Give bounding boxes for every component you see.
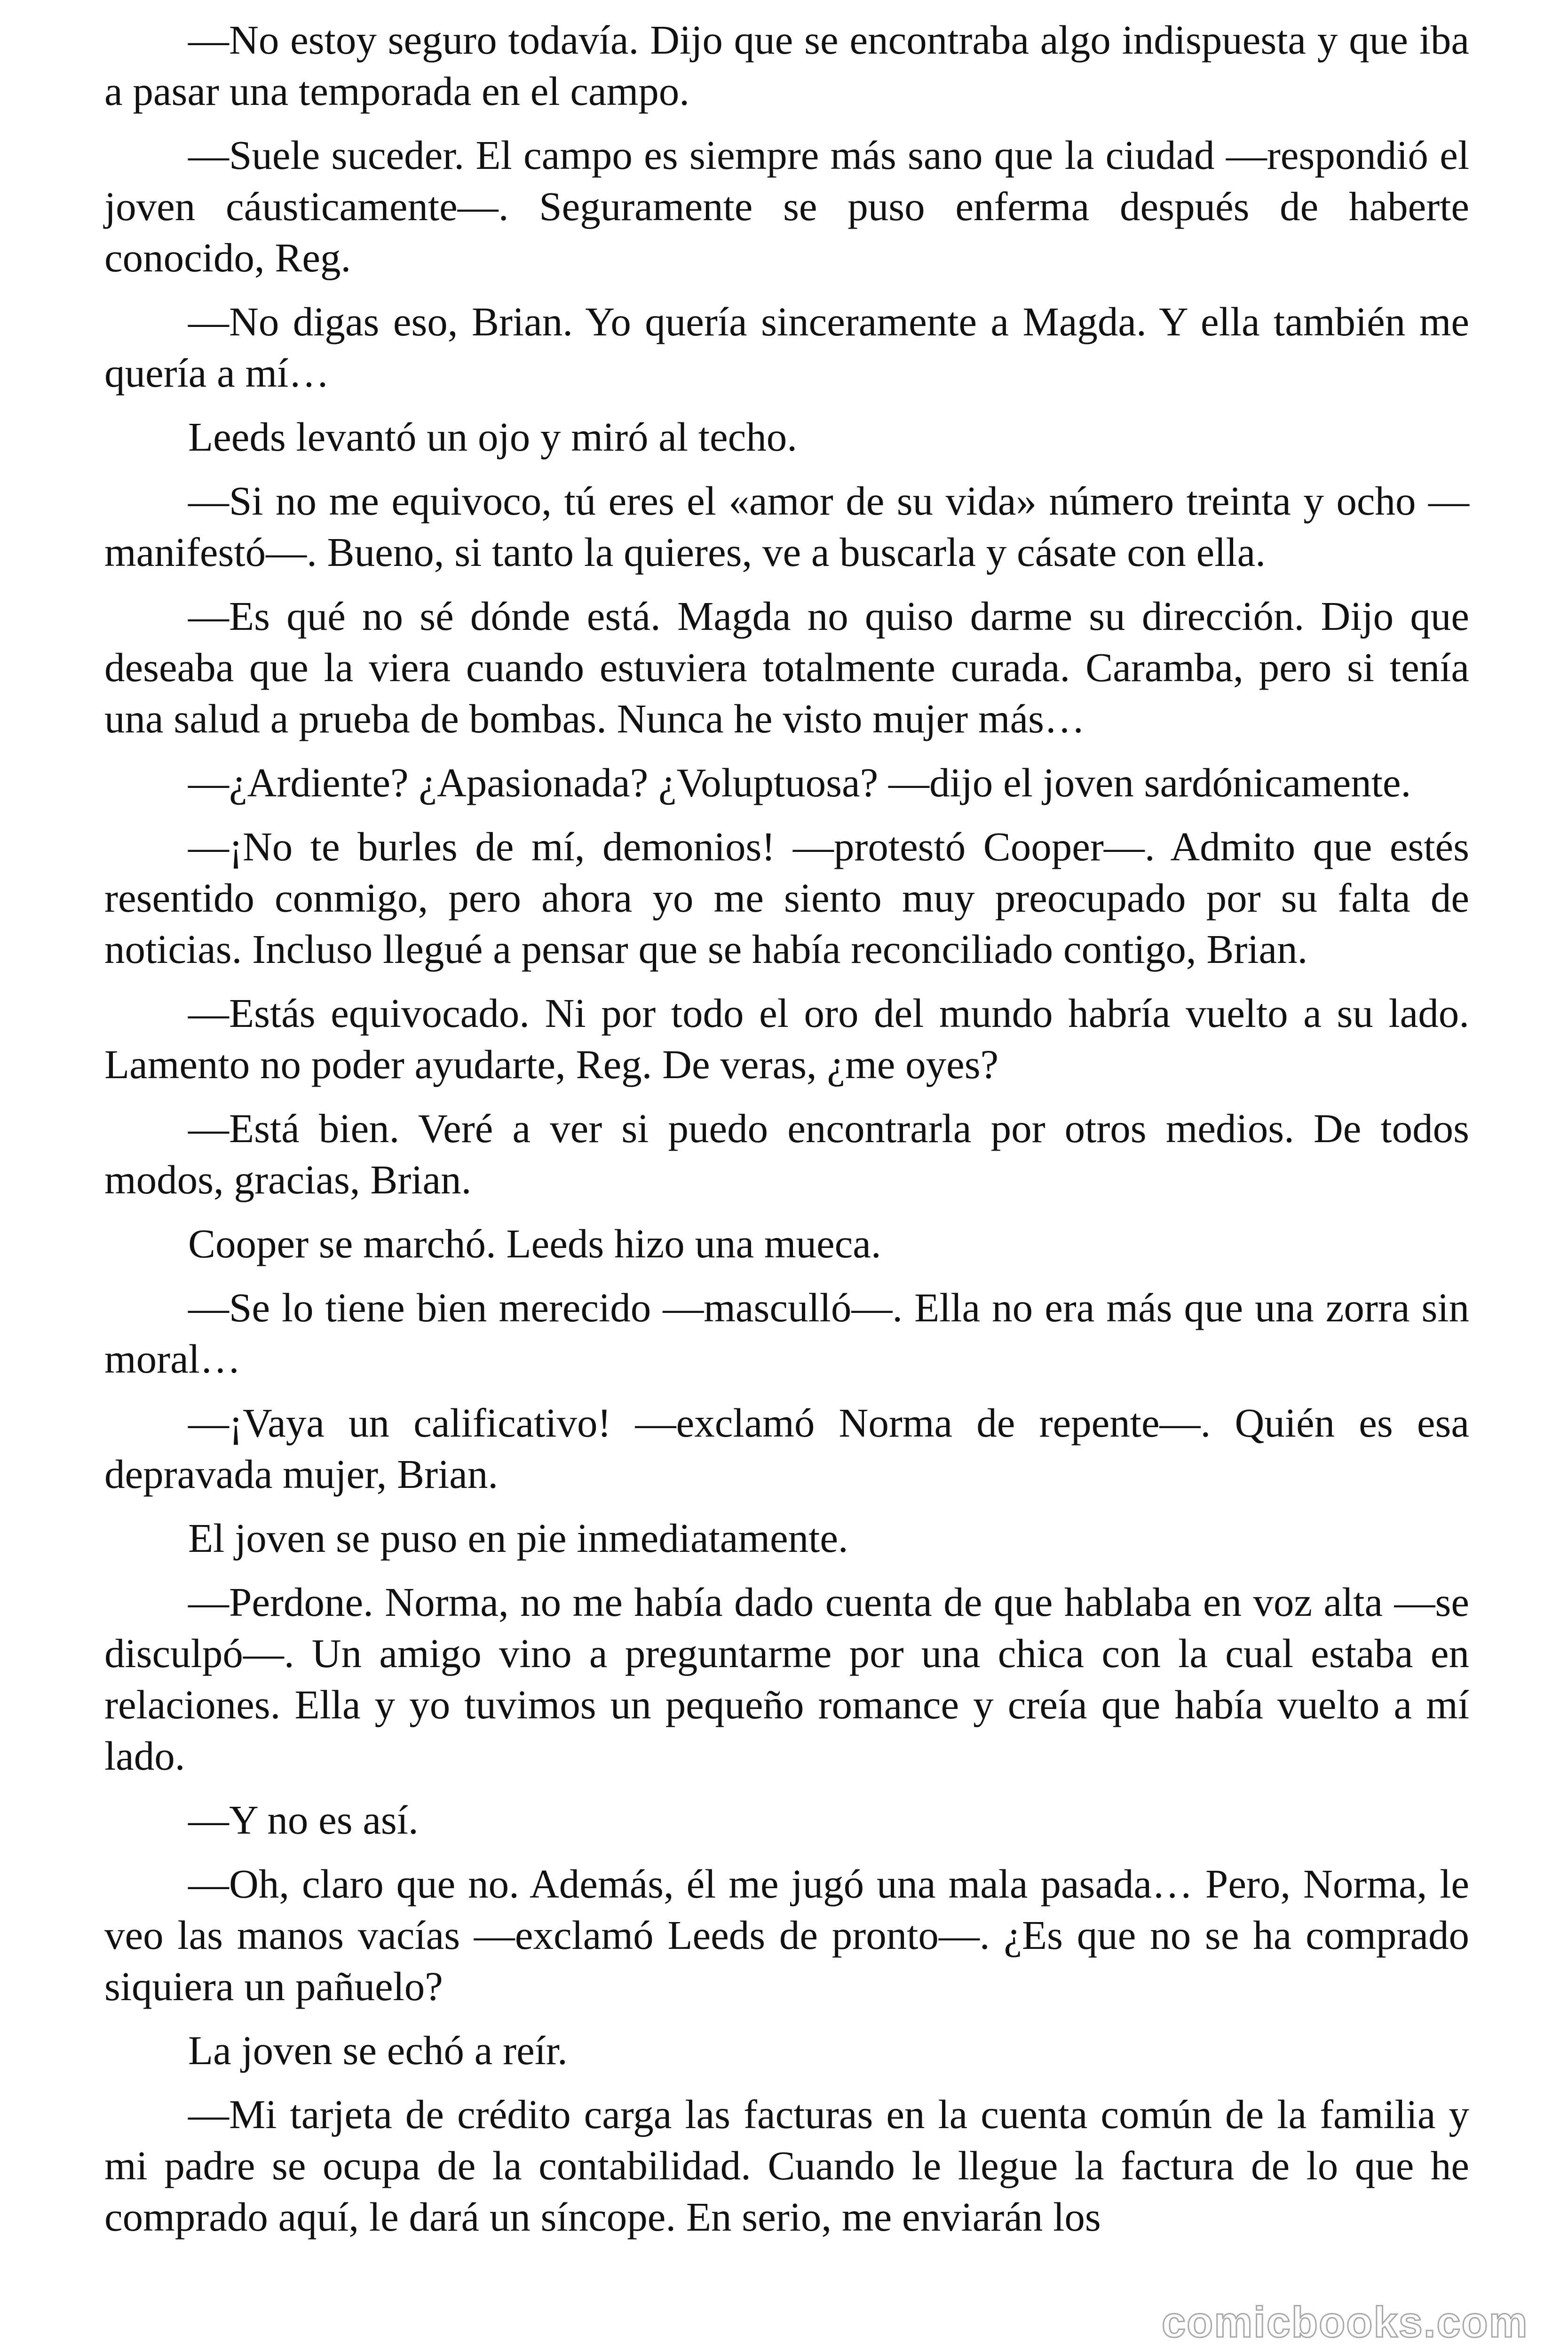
watermark-logo: comicbooks.com: [1162, 2298, 1528, 2346]
paragraph: —¡No te burles de mí, demonios! —protestó Cooper—. Admito que estés resentido conmigo, pero ahora yo me siento muy preocupado por su falta de noticias. Incluso llegué a pensar que se había reconciliado contigo, Brian.: [104, 824, 1469, 972]
paragraph: La joven se echó a reír.: [188, 2027, 568, 2073]
paragraph: —Estás equivocado. Ni por todo el oro del mundo habría vuelto a su lado. Lamento no poder ayudarte, Reg. De veras, ¿me oyes?: [104, 990, 1469, 1087]
paragraph: —Perdone. Norma, no me había dado cuenta de que hablaba en voz alta —se disculpó—. Un amigo vino a preguntarme por una chica con la cual estaba en relaciones. Ella y yo tuvimos un pequeño romance y creía que había vuelto a mí lado.: [104, 1579, 1469, 1779]
paragraph: —Oh, claro que no. Además, él me jugó una mala pasada… Pero, Norma, le veo las manos vacías —exclamó Leeds de pronto—. ¿Es que no se ha comprado siquiera un pañuelo?: [104, 1861, 1469, 2009]
paragraph: —Está bien. Veré a ver si puedo encontrarla por otros medios. De todos modos, gracias, Brian.: [104, 1105, 1469, 1202]
paragraph: —Suele suceder. El campo es siempre más sano que la ciudad —respondió el joven cáusticamente—. Seguramente se puso enferma después de haberte conocido, Reg.: [104, 132, 1469, 280]
paragraph: —Mi tarjeta de crédito carga las facturas en la cuenta común de la familia y mi padre se ocupa de la contabilidad. Cuando le llegue la factura de lo que he comprado aquí, le dará un síncope. En serio, me enviarán los: [104, 2091, 1469, 2240]
paragraph: —Si no me equivoco, tú eres el «amor de su vida» número treinta y ocho —manifestó—. Bueno, si tanto la quieres, ve a buscarla y cásate con ella.: [104, 478, 1469, 575]
paragraph: Cooper se marchó. Leeds hizo una mueca.: [188, 1221, 881, 1266]
paragraph: —Y no es así.: [188, 1797, 419, 1843]
paragraph: —¿Ardiente? ¿Apasionada? ¿Voluptuosa? —dijo el joven sardónicamente.: [188, 760, 1411, 805]
paragraph: —No estoy seguro todavía. Dijo que se encontraba algo indispuesta y que iba a pasar una temporada en el campo.: [104, 17, 1469, 114]
paragraph: El joven se puso en pie inmediatamente.: [188, 1515, 848, 1561]
page-body-text: [104, 14, 1469, 2255]
paragraph: Leeds levantó un ojo y miró al techo.: [188, 414, 797, 460]
paragraph: —¡Vaya un calificativo! —exclamó Norma de repente—. Quién es esa depravada mujer, Brian.: [104, 1400, 1469, 1497]
paragraph: —No digas eso, Brian. Yo quería sinceramente a Magda. Y ella también me quería a mí…: [104, 299, 1469, 396]
paragraph: —Se lo tiene bien merecido —masculló—. Ella no era más que una zorra sin moral…: [104, 1285, 1469, 1382]
paragraph: —Es qué no sé dónde está. Magda no quiso darme su dirección. Dijo que deseaba que la viera cuando estuviera totalmente curada. Caramba, pero si tenía una salud a prueba de bombas. Nunca he visto mujer más…: [104, 593, 1469, 741]
